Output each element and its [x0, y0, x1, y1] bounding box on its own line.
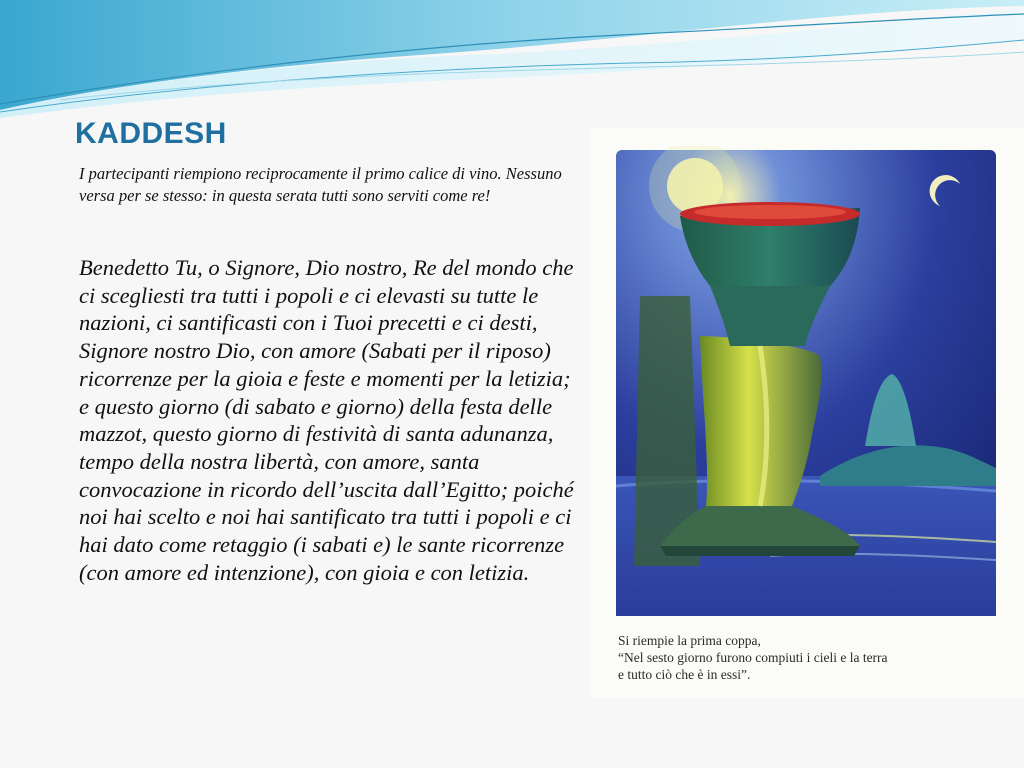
slide-title: KADDESH: [75, 117, 227, 150]
illustration-caption: Si riempie la prima coppa, “Nel sesto giorno furono compiuti i cieli e la terra e tutto ciò che è in essi”.: [618, 633, 888, 682]
header-wave-decoration: [0, 0, 1024, 130]
chalice-painting: [610, 146, 1002, 622]
blessing-text: Benedetto Tu, o Signore, Dio nostro, Re del mondo che ci scegliesti tra tutti i popoli e ci elevasti su tutte le nazioni, ci santificasti con i Tuoi precetti e ci desti, Signore nostro Dio, con amore (Sabati per il riposo) ricorrenze per la gioia e feste e momenti per la letizia; e questo giorno (di sabato e giorno) della festa delle mazzot, questo giorno di festività di santa adunanza, tempo della nostra libertà, con amore, santa convocazione in ricordo dell’uscita dall’Egitto; poiché noi hai scelto e noi hai santificato tra tutti i popoli e ci hai dato come retaggio (i sabati e) le sante ricorrenze (con amore ed intenzione), con gioia e con letizia.: [79, 255, 574, 585]
intro-text: I partecipanti riempiono reciprocamente il primo calice di vino. Nessuno versa per se stesso: in questa serata tutti sono serviti come re!: [79, 164, 562, 205]
illustration-panel: [590, 128, 1024, 698]
